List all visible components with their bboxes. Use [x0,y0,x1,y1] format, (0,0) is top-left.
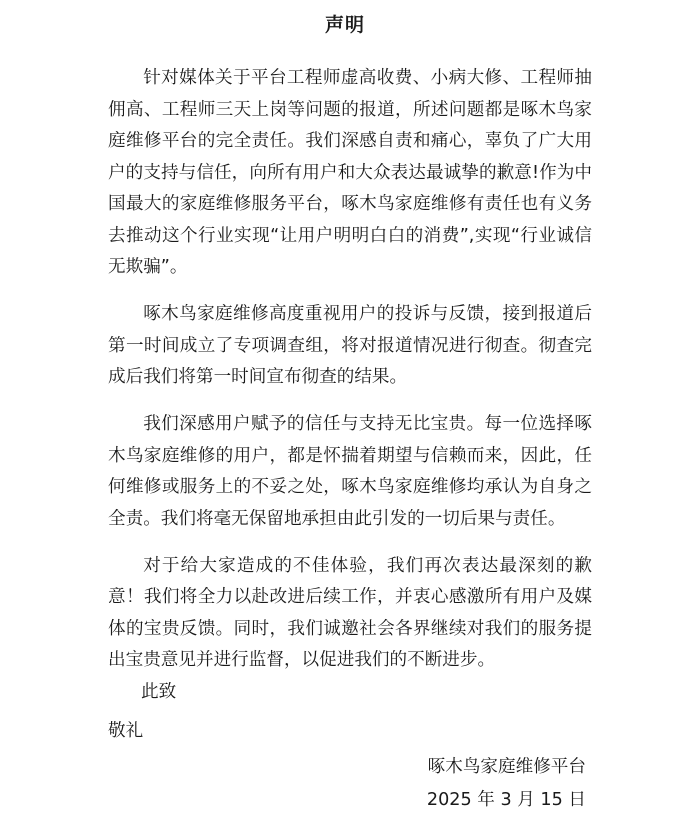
paragraph-2: 啄木鸟家庭维修高度重视用户的投诉与反馈，接到报道后第一时间成立了专项调查组，将对报道情况进行彻查。彻查完成后我们将第一时间宣布彻查的结果。 [108,304,592,387]
paragraph-3: 我们深感用户赋予的信任与支持无比宝贵。每一位选择啄木鸟家庭维修的用户，都是怀揣着期望与信赖而来，因此，任何维修或服务上的不妥之处，啄木鸟家庭维修均承认为自身之全责。我们将毫无保留地承担由此引发的一切后果与责任。 [108,414,592,529]
signature-organization: 啄木鸟家庭维修平台 [427,757,586,777]
document-body [108,63,592,692]
signature-date: 2025 年 3 月 15 日 [426,790,586,810]
paragraph-4: 对于给大家造成的不佳体验，我们再次表达最深刻的歉意！我们将全力以赴改进后续工作，并衷心感激所有用户及媒体的宝贵反馈。同时，我们诚邀社会各界继续对我们的服务提出宝贵意见并进行监督，以促进我们的不断进步。 [108,555,592,670]
paragraph-1: 针对媒体关于平台工程师虚高收费、小病大修、工程师抽佣高、工程师三天上岗等问题的报道，所述问题都是啄木鸟家庭维修平台的完全责任。我们深感自责和痛心，辜负了广大用户的支持与信任，向所有用户和大众表达最诚挚的歉意!作为中国最大的家庭维修服务平台，啄木鸟家庭维修有责任也有义务去推动这个行业实现“让用户明明白白的消费”,实现“行业诚信无欺骗”。 [108,68,592,277]
signature-block [427,751,586,817]
closing-regards: 敬礼 [108,721,144,741]
document-title: 声明 [324,14,365,36]
closing-salutation: 此致 [141,682,177,702]
